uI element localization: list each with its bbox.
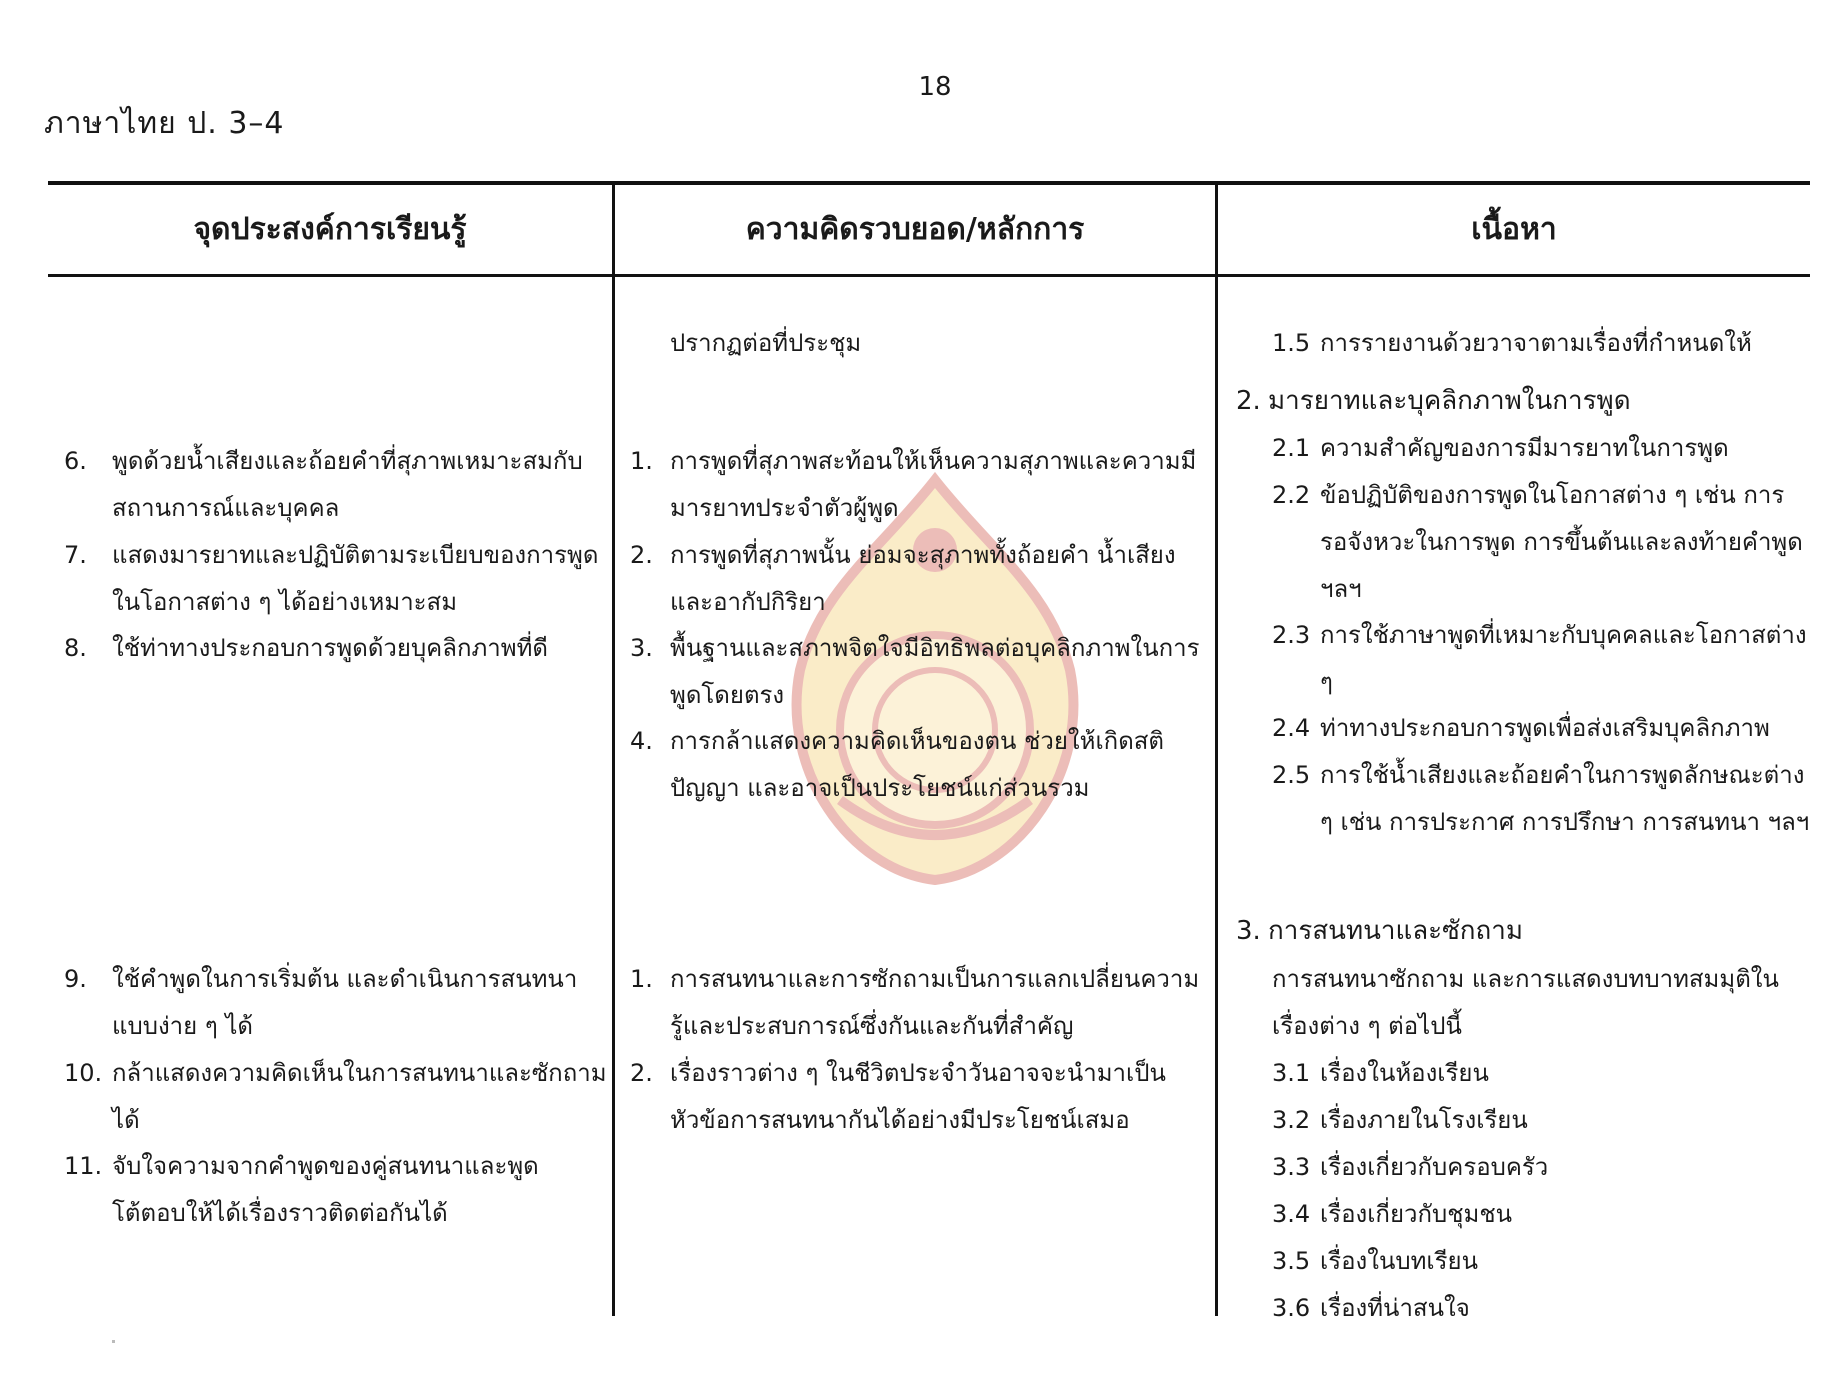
item-text: แสดงมารยาทและปฏิบัติตามระเบียบของการพูดในโอกาสต่าง ๆ ได้อย่างเหมาะสม <box>112 541 599 616</box>
item-text: พูดด้วยน้ำเสียงและถ้อยคำที่สุภาพเหมาะสมกับสถานการณ์และบุคคล <box>112 447 583 522</box>
item-text: มารยาทและบุคลิกภาพในการพูด <box>1268 386 1631 416</box>
item-text: ใช้คำพูดในการเริ่มต้น และดำเนินการสนทนาแบบง่าย ๆ ได้ <box>112 965 578 1040</box>
item-text: การสนทนาและซักถาม <box>1268 916 1523 946</box>
item-number: 2.2 <box>1272 481 1311 509</box>
content-subitem <box>1236 612 1806 712</box>
item-text: เรื่องในบทเรียน <box>1320 1247 1478 1275</box>
item-text: ข้อปฏิบัติของการพูดในโอกาสต่าง ๆ เช่น การรอจังหวะในการพูด การขึ้นต้นและลงท้ายคำพูด ฯลฯ <box>1320 481 1803 603</box>
item-number: 2. <box>1236 386 1261 416</box>
item-number: 1. <box>630 447 653 475</box>
content-subitem <box>1236 1191 1806 1241</box>
item-text: ปรากฏต่อที่ประชุม <box>670 329 862 357</box>
content-heading-2 <box>1236 378 1806 428</box>
item-text: การพูดที่สุภาพสะท้อนให้เห็นความสุภาพและความมีมารยาทประจำตัวผู้พูด <box>670 447 1197 522</box>
content-subitem <box>1236 1238 1806 1288</box>
item-text: กล้าแสดงความคิดเห็นในการสนทนาและซักถามได้ <box>112 1059 607 1134</box>
content-subitem <box>1236 1285 1806 1335</box>
content-subitem <box>1236 752 1810 897</box>
item-number: 11. <box>64 1152 103 1180</box>
item-number: 2.5 <box>1272 761 1311 789</box>
item-number: 3.5 <box>1272 1247 1311 1275</box>
item-text: เรื่องเกี่ยวกับครอบครัว <box>1320 1153 1549 1181</box>
item-number: 10. <box>64 1059 103 1087</box>
item-number: 3.4 <box>1272 1200 1311 1228</box>
item-text: เรื่องเกี่ยวกับชุมชน <box>1320 1200 1513 1228</box>
item-number: 1.5 <box>1272 329 1311 357</box>
item-number: 6. <box>64 447 87 475</box>
page-number: 18 <box>918 72 952 102</box>
item-number: 3.1 <box>1272 1059 1311 1087</box>
item-text: ใช้ท่าทางประกอบการพูดด้วยบุคลิกภาพที่ดี <box>112 634 548 662</box>
subject-title: ภาษาไทย ป. 3–4 <box>44 106 285 141</box>
item-number: 3.6 <box>1272 1294 1311 1322</box>
item-number: 4. <box>630 727 653 755</box>
item-number: 3.2 <box>1272 1106 1311 1134</box>
item-text: เรื่องที่น่าสนใจ <box>1320 1294 1470 1322</box>
scan-speck <box>112 1340 115 1343</box>
item-text: ท่าทางประกอบการพูดเพื่อส่งเสริมบุคลิกภาพ <box>1320 714 1770 742</box>
content-subitem <box>1236 472 1806 617</box>
item-number: 1. <box>630 965 653 993</box>
item-number: 3. <box>630 634 653 662</box>
content-subitem <box>1236 1097 1806 1147</box>
column-header-content: เนื้อหา <box>1471 212 1557 247</box>
item-text: การใช้ภาษาพูดที่เหมาะกับบุคคลและโอกาสต่าง ๆ <box>1320 621 1807 696</box>
item-number: 8. <box>64 634 87 662</box>
item-number: 3. <box>1236 916 1261 946</box>
content-subitem <box>1236 705 1806 755</box>
item-text: เรื่องในห้องเรียน <box>1320 1059 1489 1087</box>
item-text: การใช้น้ำเสียงและถ้อยคำในการพูดลักษณะต่าง ๆ เช่น การประกาศ การปรึกษา การสนทนา ฯลฯ <box>1320 761 1810 836</box>
column-header-concepts: ความคิดรวบยอด/หลักการ <box>745 212 1085 247</box>
item-number: 3.3 <box>1272 1153 1311 1181</box>
content-subitem <box>1236 1050 1806 1100</box>
item-number: 2. <box>630 1059 653 1087</box>
item-number: 7. <box>64 541 87 569</box>
item-text: ความสำคัญของการมีมารยาทในการพูด <box>1320 434 1729 462</box>
content-subitem <box>1236 1144 1806 1194</box>
item-text: เรื่องภายในโรงเรียน <box>1320 1106 1528 1134</box>
item-number: 2.4 <box>1272 714 1311 742</box>
item-text: พื้นฐานและสภาพจิตใจมีอิทธิพลต่อบุคลิกภาพในการพูดโดยตรง <box>670 634 1200 709</box>
item-text: การรายงานด้วยวาจาตามเรื่องที่กำหนดให้ <box>1320 329 1752 357</box>
content-subitem <box>1236 425 1806 475</box>
item-text: การสนทนาและการซักถามเป็นการแลกเปลี่ยนความรู้และประสบการณ์ซึ่งกันและกันที่สำคัญ <box>670 965 1200 1040</box>
item-text: จับใจความจากคำพูดของคู่สนทนาและพูดโต้ตอบให้ได้เรื่องราวติดต่อกันได้ <box>112 1152 539 1227</box>
content-heading-3 <box>1236 908 1806 958</box>
content-subitem <box>1236 320 1806 370</box>
item-text: การสนทนาซักถาม และการแสดงบทบาทสมมุติในเรื่องต่าง ๆ ต่อไปนี้ <box>1272 965 1779 1040</box>
item-number: 2.1 <box>1272 434 1311 462</box>
item-number: 9. <box>64 965 87 993</box>
item-text: เรื่องราวต่าง ๆ ในชีวิตประจำวันอาจจะนำมาเป็นหัวข้อการสนทนากันได้อย่างมีประโยชน์เสมอ <box>670 1059 1166 1134</box>
content-intro <box>1236 956 1806 1056</box>
item-number: 2.3 <box>1272 621 1311 649</box>
column-header-objectives: จุดประสงค์การเรียนรู้ <box>193 212 467 247</box>
item-text: การพูดที่สุภาพนั้น ย่อมจะสุภาพทั้งถ้อยคำ น้ำเสียง และอากัปกิริยา <box>670 541 1176 616</box>
item-number: 2. <box>630 541 653 569</box>
item-text: การกล้าแสดงความคิดเห็นของตน ช่วยให้เกิดสติปัญญา และอาจเป็นประโยชน์แก่ส่วนรวม <box>670 727 1165 802</box>
